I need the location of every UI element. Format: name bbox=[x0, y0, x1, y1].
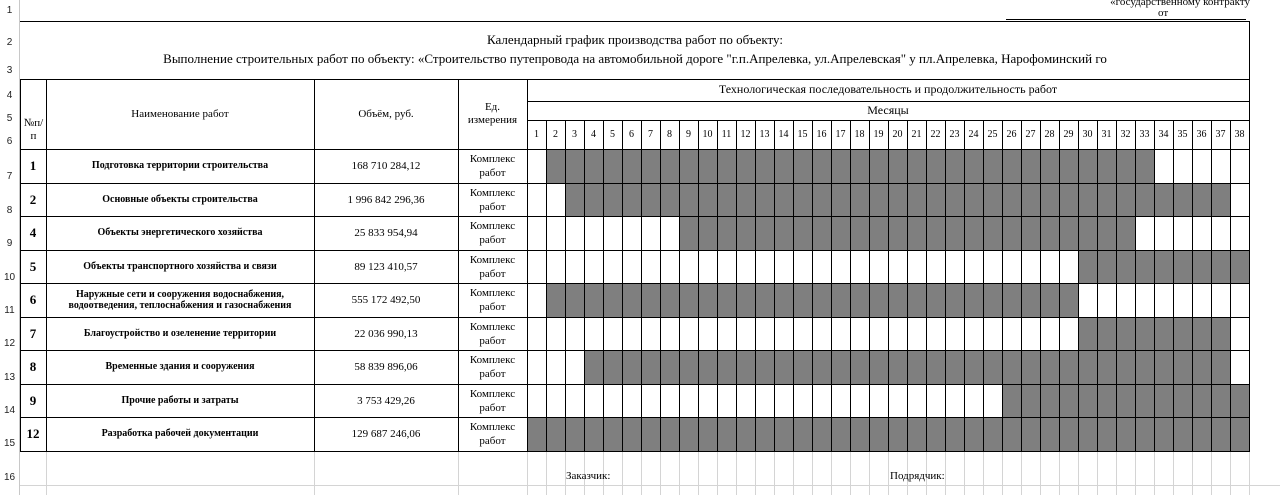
row-number: 16 bbox=[3, 471, 16, 483]
grid-line bbox=[717, 120, 718, 451]
month-number: 30 bbox=[1082, 129, 1093, 140]
volume-cell: 168 710 284,12 bbox=[351, 159, 421, 172]
month-number: 31 bbox=[1101, 129, 1112, 140]
row-number: 6 bbox=[6, 135, 13, 147]
grid-line bbox=[1249, 21, 1250, 79]
grid-line bbox=[793, 120, 794, 451]
month-number: 12 bbox=[740, 129, 751, 140]
row-number-cell: 9 bbox=[29, 392, 37, 408]
unit-cell: Комплекс работ bbox=[469, 219, 516, 246]
grid-line bbox=[1097, 120, 1098, 451]
month-number: 22 bbox=[930, 129, 941, 140]
month-number: 27 bbox=[1025, 129, 1036, 140]
unit-cell: Комплекс работ bbox=[469, 152, 516, 179]
row-number: 15 bbox=[3, 437, 16, 449]
row-number: 5 bbox=[6, 112, 13, 124]
work-name-cell: Разработка рабочей документации bbox=[101, 428, 259, 440]
grid-line bbox=[964, 120, 965, 451]
volume-cell: 22 036 990,13 bbox=[354, 327, 418, 340]
work-name-cell: Объекты транспортного хозяйства и связи bbox=[83, 261, 277, 273]
grid-line bbox=[774, 120, 775, 451]
work-name-cell: Благоустройство и озеленение территории bbox=[83, 328, 277, 340]
grid-line bbox=[850, 120, 851, 451]
month-number: 21 bbox=[911, 129, 922, 140]
customer-label-text: Заказчик: bbox=[566, 470, 611, 482]
contract-date-prefix: от bbox=[1158, 7, 1169, 19]
grid-line bbox=[1002, 120, 1003, 451]
month-number: 16 bbox=[816, 129, 827, 140]
row-number: 4 bbox=[6, 89, 13, 101]
month-number: 4 bbox=[591, 129, 596, 140]
row-number: 8 bbox=[6, 204, 13, 216]
row-number: 2 bbox=[6, 36, 13, 48]
month-number: 6 bbox=[629, 129, 634, 140]
grid-line bbox=[983, 120, 984, 451]
row-number-cell: 12 bbox=[26, 425, 40, 441]
row-number: 11 bbox=[4, 304, 15, 316]
gantt-bar bbox=[565, 183, 1230, 216]
header-unit: Ед. измерения bbox=[467, 101, 518, 126]
grid-line bbox=[1116, 120, 1117, 451]
title-line-2-text: Выполнение строительных работ по объекту: «Строительство путепровода на автомобильной дороге "г.п.Апрелевка, ул.Апрелевская" у пл.Апрелевка, Нарофоминский го bbox=[163, 50, 1107, 66]
work-name-cell: Временные здания и сооружения bbox=[105, 361, 255, 373]
grid-line bbox=[1173, 120, 1174, 451]
contract-reference-text: «государственному контракту bbox=[1110, 0, 1250, 8]
header-number: №п/п bbox=[23, 117, 44, 142]
volume-cell: 555 172 492,50 bbox=[351, 293, 421, 306]
row-number: 12 bbox=[3, 337, 16, 349]
contract-date-line bbox=[1006, 8, 1246, 20]
month-number: 24 bbox=[968, 129, 979, 140]
contract-reference bbox=[1000, 0, 1250, 8]
month-number: 15 bbox=[797, 129, 808, 140]
contractor-label bbox=[890, 470, 945, 482]
month-number: 36 bbox=[1196, 129, 1207, 140]
grid-line bbox=[926, 120, 927, 451]
grid-line bbox=[46, 451, 47, 495]
volume-cell: 129 687 246,06 bbox=[351, 427, 421, 440]
month-number: 5 bbox=[610, 129, 615, 140]
month-number: 7 bbox=[648, 129, 653, 140]
volume-cell: 3 753 429,26 bbox=[357, 394, 415, 407]
grid-line bbox=[1040, 120, 1041, 451]
grid-line bbox=[1211, 120, 1212, 451]
unit-cell: Комплекс работ bbox=[469, 253, 516, 280]
grid-line bbox=[1135, 120, 1136, 451]
month-number: 32 bbox=[1120, 129, 1131, 140]
row-number-cell: 1 bbox=[29, 157, 37, 173]
title-line-1 bbox=[20, 32, 1250, 48]
grid-line bbox=[641, 120, 642, 451]
grid-line bbox=[1154, 120, 1155, 451]
row-number-cell: 4 bbox=[29, 224, 37, 240]
row-number: 7 bbox=[6, 170, 13, 182]
row-number: 10 bbox=[3, 271, 16, 283]
grid-line bbox=[698, 120, 699, 451]
work-name-cell: Основные объекты строительства bbox=[102, 194, 258, 206]
row-number: 14 bbox=[3, 404, 16, 416]
month-number: 19 bbox=[873, 129, 884, 140]
work-name-cell: Наружные сети и сооружения водоснабжения, водоотведения, теплоснабжения и газоснабжения bbox=[68, 288, 292, 311]
unit-cell: Комплекс работ bbox=[469, 286, 516, 313]
month-number: 25 bbox=[987, 129, 998, 140]
grid-line bbox=[20, 485, 1280, 486]
month-number: 29 bbox=[1063, 129, 1074, 140]
grid-line bbox=[622, 120, 623, 451]
month-number: 2 bbox=[553, 129, 558, 140]
month-number: 9 bbox=[686, 129, 691, 140]
month-number: 33 bbox=[1139, 129, 1150, 140]
month-number: 18 bbox=[854, 129, 865, 140]
month-number: 17 bbox=[835, 129, 846, 140]
work-name-cell: Подготовка территории строительства bbox=[91, 160, 269, 172]
work-name-cell: Объекты энергетического хозяйства bbox=[97, 227, 263, 239]
volume-cell: 58 839 896,06 bbox=[354, 360, 418, 373]
grid-line bbox=[660, 120, 661, 451]
grid-line bbox=[603, 120, 604, 451]
row-number: 9 bbox=[6, 237, 13, 249]
month-number: 8 bbox=[667, 129, 672, 140]
month-number: 34 bbox=[1158, 129, 1169, 140]
row-number-cell: 7 bbox=[29, 325, 37, 341]
grid-line bbox=[20, 21, 1249, 22]
header-name: Наименование работ bbox=[131, 107, 229, 120]
month-number: 14 bbox=[778, 129, 789, 140]
volume-cell: 25 833 954,94 bbox=[354, 226, 418, 239]
header-volume: Объём, руб. bbox=[358, 107, 414, 120]
grid-line bbox=[1021, 120, 1022, 451]
grid-line bbox=[831, 120, 832, 451]
header-technology: Технологическая последовательность и продолжительность работ bbox=[718, 82, 1058, 97]
row-number-cell: 5 bbox=[29, 258, 37, 274]
grid-line bbox=[1078, 120, 1079, 451]
grid-line bbox=[1192, 120, 1193, 451]
unit-cell: Комплекс работ bbox=[469, 353, 516, 380]
month-number: 1 bbox=[534, 129, 539, 140]
grid-line bbox=[1230, 120, 1231, 451]
month-number: 37 bbox=[1215, 129, 1226, 140]
month-number: 26 bbox=[1006, 129, 1017, 140]
unit-cell: Комплекс работ bbox=[469, 420, 516, 447]
grid-line bbox=[679, 120, 680, 451]
unit-cell: Комплекс работ bbox=[469, 387, 516, 414]
grid-line bbox=[755, 120, 756, 451]
customer-label bbox=[566, 470, 610, 482]
grid-line bbox=[945, 120, 946, 451]
grid-line bbox=[314, 451, 315, 495]
grid-line bbox=[736, 120, 737, 451]
grid-line bbox=[1059, 120, 1060, 451]
volume-cell: 1 996 842 296,36 bbox=[347, 193, 425, 206]
title-line-2 bbox=[20, 50, 1250, 68]
month-number: 11 bbox=[721, 129, 732, 140]
unit-cell: Комплекс работ bbox=[469, 186, 516, 213]
volume-cell: 89 123 410,57 bbox=[354, 260, 418, 273]
grid-line bbox=[565, 120, 566, 451]
month-number: 38 bbox=[1234, 129, 1245, 140]
gantt-bar bbox=[1078, 250, 1249, 283]
header-months: Месяцы bbox=[867, 102, 909, 117]
month-number: 3 bbox=[572, 129, 577, 140]
month-number: 20 bbox=[892, 129, 903, 140]
grid-line bbox=[869, 120, 870, 451]
grid-line bbox=[1249, 79, 1250, 451]
month-number: 13 bbox=[759, 129, 770, 140]
unit-cell: Комплекс работ bbox=[469, 320, 516, 347]
month-number: 28 bbox=[1044, 129, 1055, 140]
row-number-cell: 6 bbox=[29, 291, 37, 307]
row-number: 3 bbox=[6, 64, 13, 76]
month-number: 10 bbox=[702, 129, 713, 140]
grid-line bbox=[584, 120, 585, 451]
grid-line bbox=[20, 451, 1250, 452]
grid-line bbox=[888, 120, 889, 451]
row-number-cell: 2 bbox=[29, 191, 37, 207]
contractor-label-text: Подрядчик: bbox=[890, 470, 945, 482]
grid-line bbox=[546, 120, 547, 451]
row-number: 1 bbox=[6, 4, 13, 16]
row-number-cell: 8 bbox=[29, 358, 37, 374]
month-number: 35 bbox=[1177, 129, 1188, 140]
grid-line bbox=[458, 451, 459, 495]
title-line-1-text: Календарный график производства работ по объекту: bbox=[487, 31, 783, 47]
grid-line bbox=[812, 120, 813, 451]
month-number: 23 bbox=[949, 129, 960, 140]
grid-line bbox=[907, 120, 908, 451]
work-name-cell: Прочие работы и затраты bbox=[121, 395, 239, 407]
row-number: 13 bbox=[3, 371, 16, 383]
